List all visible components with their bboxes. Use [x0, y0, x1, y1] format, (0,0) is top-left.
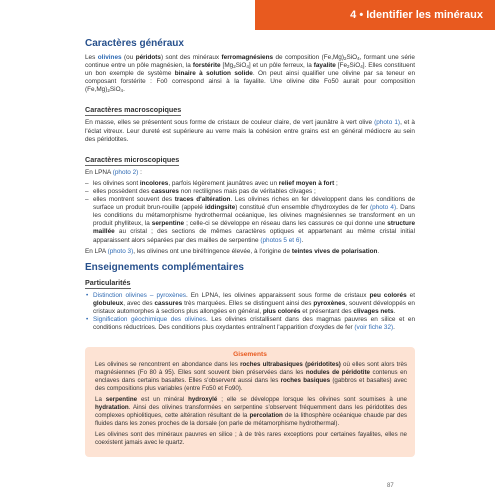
chapter-title: 4 • Identifier les minéraux	[350, 9, 483, 21]
gisements-paragraph: La serpentine est un minéral hydroxylé ; elle se développe lorsque les olivines sont soumises à une hydratation. Ainsi des olivines transformées en serpentine s'observent fréquemment dans les péridotites des complexes ophiolitiques, cette altération résultant de la percolation de la lithosphère océanique chaude par des fluides dans les zones proches de la dorsale (on parle de métamorphisme hydrothermal).	[95, 396, 408, 427]
fiche-32-link[interactable]: (voir fiche 32)	[354, 324, 394, 332]
gisements-body	[95, 361, 407, 450]
gisements-paragraph: Les olivines se rencontrent en abondance dans les roches ultrabasiques (péridotites) où elles sont alors très magnésiennes (Fo 80 à 95). Elles sont souvent bien préservées dans les nodules de péridotite contenus en enclaves dans certains basaltes. Elles s'observent aussi dans les roches basiques (gabbros et basaltes) avec des compositions plus variables (entre Fo50 et Fo90).	[95, 361, 407, 392]
list-item: – les olivines sont incolores, parfois légèrement jaunâtres avec un relief moyen à fort ;	[85, 180, 415, 188]
photo-2-link[interactable]: (photo 2)	[112, 168, 139, 176]
subsection-title-particularites: Particularités	[85, 277, 131, 287]
gisements-title: Gisements	[233, 351, 267, 358]
lpa-paragraph: En LPA (photo 3), les olivines ont une biréfringence élevée, à l'origine de teintes vives de polarisation.	[85, 247, 380, 255]
gisements-box	[85, 347, 415, 457]
section-title-caracteres-generaux: Caractères généraux	[85, 38, 184, 49]
gisements-paragraph: Les olivines sont des minéraux pauvres en silice ; à de très rares exceptions pour certaines fayalites, elles ne coexistent jamais avec le quartz.	[95, 431, 407, 446]
macro-paragraph: En masse, elles se présentent sous forme de cristaux de couleur claire, de vert jaunâtre à vert olive (photo 1), et à l'éclat vitreux. Leur dureté est supérieure au verre mais la cohésion entre grains est en général médiocre au sein des péridotites.	[85, 119, 415, 143]
chapter-header-band	[255, 0, 495, 30]
photo-3-link[interactable]: (photo 3)	[107, 247, 134, 255]
list-item: • Distinction olivines – pyroxènes. En LPNA, les olivines apparaissent sous forme de cristaux peu colorés et globuleux, avec des cassures très marquées. Elles se distinguent ainsi des pyroxènes, souvent développés en cristaux automorphes à sections plus allongées en général, plus colorés et présentant des clivages nets.	[85, 292, 415, 316]
photo-1-link[interactable]: (photo 1)	[374, 119, 401, 127]
list-item: – elles possèdent des cassures non rectilignes mais pas de véritables clivages ;	[85, 188, 415, 196]
list-item: – elles montrent souvent des traces d'altération. Les olivines riches en fer développent dans les conditions de surface un produit brun-rouille (appelé iddingsite) constitué d'un ensemble d'hydroxydes de fer (photo 4). Dans les conditions du métamorphisme hydrothermal océanique, les olivines magnésiennes se transforment en un produit phylliteux, la serpentine ; celle-ci se développe en réseau dans les cassures ce qui donne une structure maillée au cristal ; des sections de mêmes caractères optiques et appartenant au même cristal initial apparaissent alors séparées par des mailles de serpentine (photos 5 et 6).	[85, 196, 415, 245]
lpna-list	[85, 180, 415, 245]
list-item: • Signification géochimique des olivines. Les olivines cristallisent dans des magmas pauvres en silice et en conditions réductrices. Des conditions plus oxydantes entraînent l'apparition d'oxydes de fer (voir fiche 32).	[85, 316, 415, 332]
subsection-title-micro: Caractères microscopiques	[85, 154, 180, 164]
photo-5-6-link[interactable]: (photos 5 et 6)	[260, 236, 302, 244]
intro-paragraph: Les olivines (ou péridots) sont des minéraux ferromagnésiens de composition $(Fe,Mg)_2SiO_4$, formant une série continue entre un pôle magnésien, la forstérite $[Mg_2SiO_4]$ et un pôle ferreux, la fayalite $[Fe_2SiO_4]$. Elles constituent un bon exemple de système binaire à solution solide. On peut ainsi qualifier une olivine par sa teneur en composant forstérite : Fo0 correspond ainsi à la fayalite. Une olivine dite Fo50 aurait pour composition $(Fe,Mg)_2SiO_4$.	[85, 54, 415, 94]
main-content	[85, 38, 415, 335]
particularites-list	[85, 292, 415, 332]
page-number: 87	[387, 483, 394, 489]
section-title-enseignements: Enseignements complémentaires	[85, 261, 244, 273]
lpna-intro: En LPNA (photo 2) :	[85, 168, 142, 176]
subsection-title-macro: Caractères macroscopiques	[85, 105, 182, 115]
photo-4-link[interactable]: (photo 4)	[370, 204, 397, 212]
